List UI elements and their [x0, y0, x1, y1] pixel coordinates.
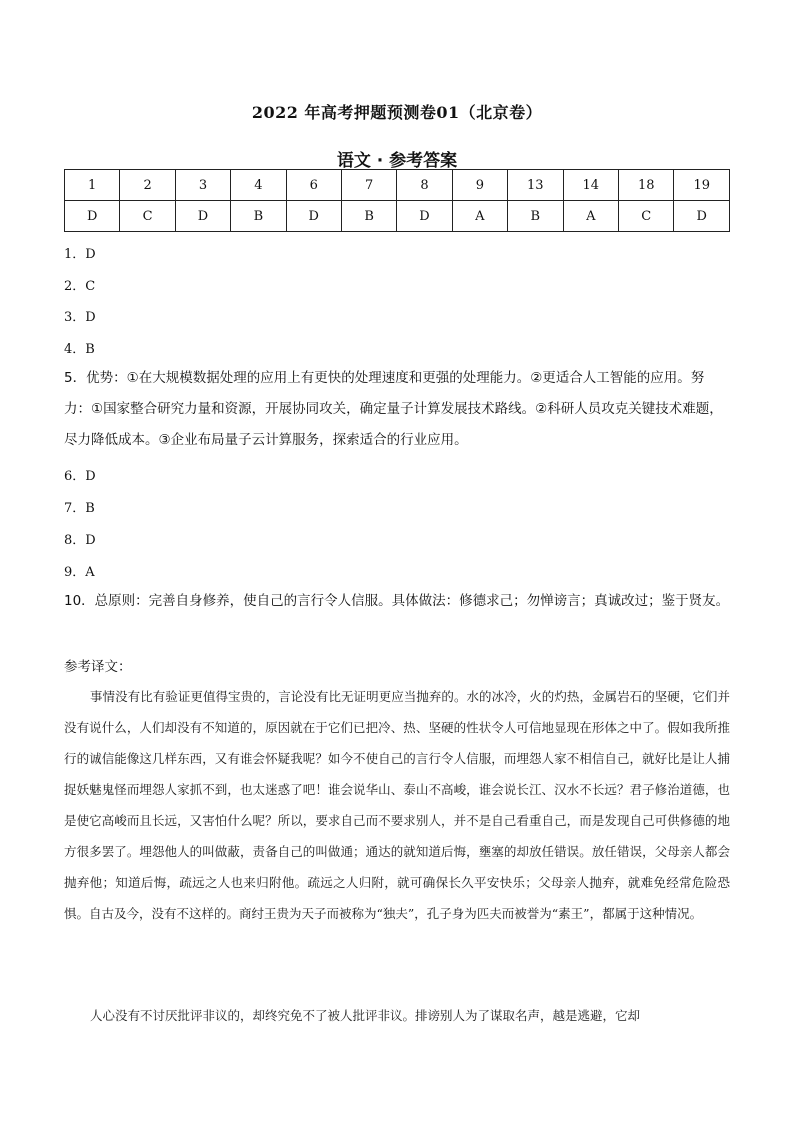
answer-10: 10．总原则：完善自身修养，使自己的言行令人信服。具体做法：修德求己；勿惮谤言；真诚改过；鉴于贤友。	[64, 593, 730, 609]
page-title: 2022 年高考押题预测卷01（北京卷）	[251, 103, 543, 122]
answer-cell: C	[120, 201, 175, 232]
question-number-cell: 8	[397, 170, 452, 201]
translation-paragraph-2: 人心没有不讨厌批评非议的，却终究免不了被人批评非议。排谤别人为了谋取名声，越是逃避，它却	[90, 1008, 641, 1023]
answer-cell: D	[397, 201, 452, 232]
answer-cell: D	[65, 201, 120, 232]
answer-cell: B	[341, 201, 396, 232]
question-number-cell: 9	[452, 170, 507, 201]
question-number-cell: 1	[65, 170, 120, 201]
answer-cell: D	[674, 201, 730, 232]
question-number-cell: 3	[175, 170, 230, 201]
answer-table-number-row	[65, 170, 730, 201]
question-number-cell: 19	[674, 170, 730, 201]
answer-3: 3．D	[64, 310, 96, 325]
answer-8: 8．D	[64, 533, 96, 548]
question-number-cell: 13	[508, 170, 563, 201]
question-number-cell: 6	[286, 170, 341, 201]
answer-cell: A	[452, 201, 507, 232]
question-number-cell: 18	[619, 170, 674, 201]
translation-paragraph-1: 事情没有比有验证更值得宝贵的，言论没有比无证明更应当抛弃的。水的冰冷，火的灼热，金属岩石的坚硬，它们并没有说什么，人们却没有不知道的，原因就在于它们已把冷、热、坚硬的性状令人可信地显现在形体之中了。假如我所推行的诚信能像这几样东西，又有谁会怀疑我呢？如今不使自己的言行令人信服，而埋怨人家不相信自己，就好比是让人捕捉妖魅鬼怪而埋怨人家抓不到，也太迷惑了吧！谁会说华山、泰山不高峻，谁会说长江、汉水不长远？君子修治道德，也是使它高峻而且长远，又害怕什么呢？所以，要求自己而不要求别人，并不是自己看重自己，而是发现自己可供修德的地方很多罢了。埋怨他人的叫做蔽，责备自己的叫做通；通达的就知道后悔，壅塞的却放任错误。放任错误，父母亲人都会抛弃他；知道后悔，疏远之人也来归附他。疏远之人归附，就可确保长久平安快乐；父母亲人抛弃，就难免经常危险恐惧。自古及今，没有不这样的。商纣王贵为天子而被称为“独夫”，孔子身为匹夫而被誉为“素王”，都属于这种情况。	[64, 689, 730, 921]
answer-cell: B	[508, 201, 563, 232]
answer-6: 6．D	[64, 469, 96, 484]
answer-1: 1．D	[64, 247, 96, 262]
answer-9: 9．A	[64, 565, 95, 580]
answer-table-answer-row	[65, 201, 730, 232]
answer-cell: C	[619, 201, 674, 232]
answer-cell: D	[286, 201, 341, 232]
page-subtitle: 语文 · 参考答案	[336, 151, 458, 171]
question-number-cell: 4	[231, 170, 286, 201]
answer-7: 7．B	[64, 501, 95, 516]
answer-cell: A	[563, 201, 618, 232]
question-number-cell: 7	[341, 170, 396, 201]
translation-label: 参考译文：	[64, 659, 132, 675]
answer-cell: D	[175, 201, 230, 232]
answer-table	[64, 169, 730, 232]
question-number-cell: 14	[563, 170, 618, 201]
answer-cell: B	[231, 201, 286, 232]
answer-5: 5．优势：①在大规模数据处理的应用上有更快的处理速度和更强的处理能力。②更适合人工智能的应用。努力：①国家整合研究力量和资源，开展协同攻关，确定量子计算发展技术路线。②科研人员攻克关键技术难题，尽力降低成本。③企业布局量子云计算服务，探索适合的行业应用。	[64, 370, 723, 448]
answer-2: 2．C	[64, 279, 96, 294]
question-number-cell: 2	[120, 170, 175, 201]
answer-4: 4．B	[64, 342, 95, 357]
